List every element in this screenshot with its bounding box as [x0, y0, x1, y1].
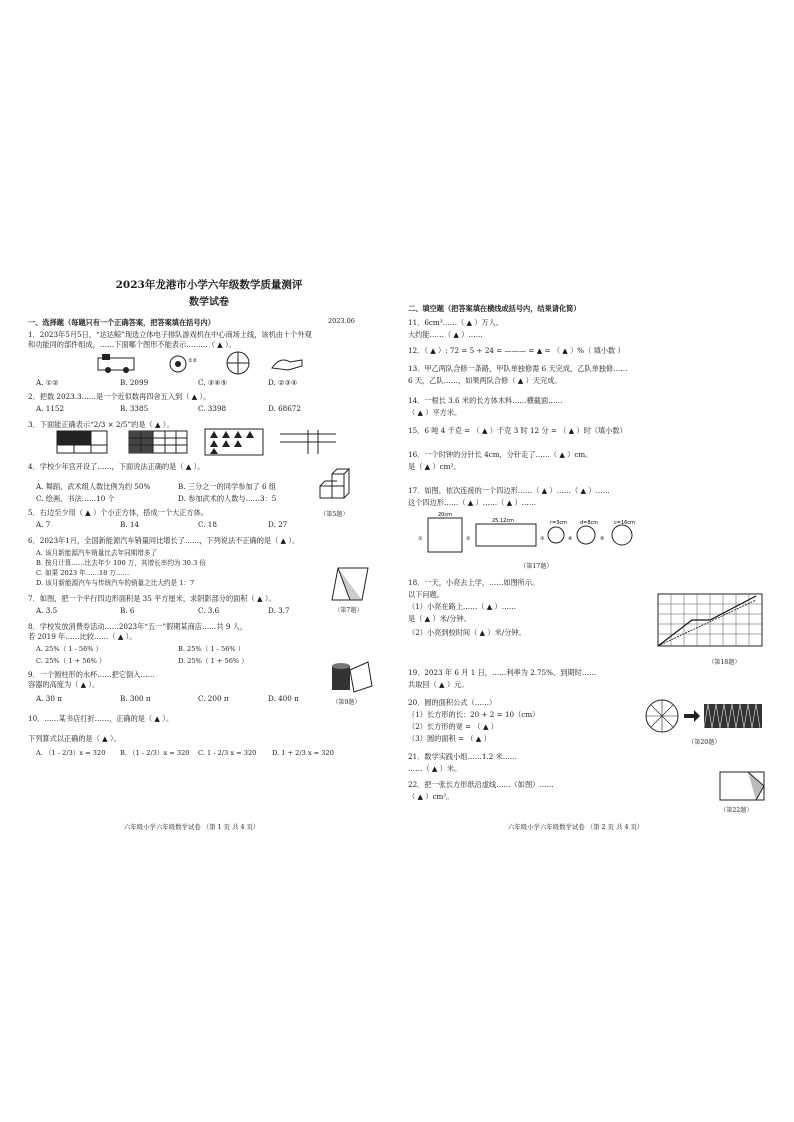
svg-text:③: ③: [540, 536, 545, 542]
svg-text:20cm: 20cm: [438, 512, 452, 518]
question-line: 13．甲乙两队合修一条路，甲队单独修需 6 天完成，乙队单独修……: [408, 364, 628, 373]
question-line: （2）小亮到校时间（ ▲ ）米/分钟。: [408, 628, 526, 637]
page-subtitle: 数学试卷: [189, 297, 229, 308]
option-d: D. 3.7: [268, 606, 290, 615]
question-line: 12．（ ▲ ）: 72 = 5 ÷ 24 = ——— = ▲ = （ ▲ ）%（ 填小数 ）: [408, 346, 625, 355]
svg-text:d=8cm: d=8cm: [580, 520, 599, 526]
exam-sheet: [28, 272, 770, 842]
page-footer: 六年级小学六年级数学试卷 （第 2 页 共 4 页）: [508, 823, 644, 831]
question-line: 和功能同的部件组成，……下面哪个图形不能表示………（ ▲ ）。: [28, 340, 236, 349]
figure-caption: （第20题）: [688, 739, 721, 746]
option-b: B. 三分之一的同学参加了 6 组: [178, 482, 277, 491]
parallelogram-figure: [328, 564, 372, 604]
question-line: 7．如图，把一个平行四边形面积是 35 平方厘米，求阴影部分的面积（ ▲ ）。: [28, 594, 276, 603]
option-b: B. 6: [120, 606, 135, 615]
ring-figure: [168, 352, 212, 374]
question-line: 这个四边形……（ ▲ ）……（ ▲ ）……: [408, 498, 537, 507]
question-line: 3．下面能正确表示“2/3 × 2/5”的是（ ▲ ）。: [28, 420, 174, 429]
machine-figure: [96, 352, 140, 374]
option-b: B. （1 - 2/3）x = 320: [120, 749, 190, 757]
question-line: 19．2023 年 6 月 1 日，……利率为 2.75%，到期时……: [408, 668, 597, 677]
option-b: B. 25%（ 1 - 56% ）: [178, 645, 245, 653]
page-title: 2023年龙港市小学六年级数学质量测评: [115, 279, 303, 291]
svg-text:r=3cm: r=3cm: [550, 520, 568, 526]
question-line: 10．……某书店打折……，正确的是（ ▲ ）。: [28, 714, 174, 723]
circle-rearrange-figure: [642, 696, 766, 736]
page-right: [408, 272, 770, 842]
question-line: 18．一天，小亮去上学，……如图所示。: [408, 578, 540, 587]
option-b: B. 300 π: [120, 694, 151, 703]
cup-figure: [324, 656, 374, 696]
exam-date: 2023.06: [328, 317, 355, 325]
option-a: A. 舞蹈、武术组人数比例为约 50%: [36, 482, 151, 491]
option-c: C. 18: [198, 520, 217, 529]
question-line: 11．6cm³……（ ▲ ）万人。: [408, 318, 504, 327]
option-a: A. 1152: [36, 404, 65, 413]
question-line: 22．把一张长方形纸沿虚线……（如图）……: [408, 780, 554, 789]
question-line: （3）圆的面积 = （ ▲ ）: [408, 734, 491, 743]
option-d: D. 参加武术的人数与……3：5: [178, 494, 277, 503]
question-line: 大约能……（ ▲ ）……: [408, 330, 483, 339]
option-d: D. ②③④: [268, 378, 298, 387]
option-b: B. 2099: [120, 378, 149, 387]
question-line: （ ▲ ）平方米。: [408, 408, 462, 417]
section-heading: 二、填空题（把答案填在横线或括号内，结果请化简）: [408, 304, 581, 313]
option-d: D. 68672: [268, 404, 301, 413]
option-a: A. 7: [36, 520, 51, 529]
question-line: 6 天，乙队……，如果两队合修（ ▲ ）天完成。: [408, 376, 562, 385]
option-d: D. 400 π: [268, 694, 299, 703]
section-heading: 一、选择题（每题只有一个正确答案，把答案填在括号内）: [28, 318, 215, 327]
figure-caption: （第7题）: [334, 607, 363, 614]
question-line: 14．一根长 3.6 米的长方体木料……横截面……: [408, 396, 563, 405]
question-line: 6．2023年1月，全国新能源汽车销量同比增长了……，下列说法不正确的是（ ▲ ）。: [28, 536, 300, 545]
option-c: C. 3398: [198, 404, 227, 413]
option-d: D. 该月新能源汽车与传统汽车的销量之比大约是 1：7: [36, 579, 195, 587]
circle-chart-figure: [223, 350, 253, 376]
question-line: 是（ ▲ ）cm²。: [408, 462, 461, 471]
option-a: A. 该月新能源汽车销量比去年同期增多了: [36, 549, 158, 557]
question-line: 是（ ▲ ）米/分钟。: [408, 614, 471, 623]
page-footer: 六年级小学六年级数学试卷 （第 1 页 共 4 页）: [124, 823, 260, 831]
question-line: 8．学校发放消费券活动……2023年“五一”假期某商店……共 9 人，: [28, 622, 248, 631]
svg-text:①②: ①②: [188, 358, 197, 364]
option-c: C. 绘画、书法……10 个: [36, 494, 115, 503]
fraction-grid-a: [56, 430, 108, 454]
question-line: 2．把数 2023.3……是一个近似数再四舍五入到（ ▲ ）。: [28, 392, 211, 401]
question-line: 17．如图，依次连接的一个四边形……（ ▲ ）……（ ▲ ）……: [408, 486, 610, 495]
option-b: B. 14: [120, 520, 139, 529]
triangle-grid-c: [204, 428, 264, 456]
number-line-d: [278, 428, 338, 456]
option-c: C. 如果 2023 年……18 万……: [36, 569, 130, 577]
option-c: C. 200 π: [198, 694, 229, 703]
figure-caption: （第9题）: [332, 699, 361, 706]
question-line: 容器的高度为（ ▲ ）。: [28, 680, 100, 689]
option-a: A. 25%（ 1 - 56% ）: [36, 645, 103, 653]
question-line: （2）长方形的宽 = （ ▲ ）: [408, 722, 498, 731]
option-d: D. 27: [268, 520, 288, 529]
cubes-figure: [316, 468, 360, 508]
option-c: C. 1 - 2/3 x = 320: [198, 749, 257, 757]
svg-text:①: ①: [418, 536, 423, 542]
svg-text:c=16cm: c=16cm: [614, 520, 635, 526]
fraction-grid-b: [128, 430, 188, 454]
option-d: D. 25%（ 1 + 56% ）: [178, 657, 248, 665]
option-d: D. 1 + 2/3 x = 320: [272, 749, 334, 757]
hand-figure: [268, 352, 308, 374]
option-a: A. （1 - 2/3）x = 320: [36, 749, 106, 757]
distance-time-graph: [652, 590, 768, 656]
figure-caption: （第5题）: [320, 511, 349, 518]
svg-text:④: ④: [568, 536, 573, 542]
folded-paper-figure: [718, 766, 768, 804]
option-b: B. 按月计算……比去年少 100 万，其增长率约为 30.3 倍: [36, 559, 206, 567]
question-line: 1．2023年5月5日，“达达鲸”现选立体电子排队游戏机在中心商场上线，该机由十个外观: [28, 330, 312, 339]
question-line: 20．圆的面积公式（……）: [408, 698, 497, 707]
question-line: 4．学校少年宫开设了……，下面说法正确的是（ ▲ ）。: [28, 462, 205, 471]
question-line: 以下问题。: [408, 590, 444, 599]
question-line: 5．右边至少用（ ▲ ）个小正方体，搭成一个大正方体。: [28, 508, 208, 517]
figure-caption: （第17题）: [520, 563, 553, 570]
option-c: C. 25%（ 1 + 56% ）: [36, 657, 106, 665]
figure-caption: （第18题）: [708, 659, 741, 666]
question-line: 下列算式以正确的是（ ▲ ）。: [28, 734, 121, 743]
question-line: 21．数学实践小组……1.2 米……: [408, 752, 518, 761]
figure-caption: （第22题）: [720, 807, 753, 814]
question-line: 9．一个圆柱形的水杯……把它倒入……: [28, 670, 155, 679]
question-line: 16．一个时钟的分针长 4cm，分针走了……（ ▲ ）cm。: [408, 450, 593, 459]
option-a: A. 30 π: [36, 694, 62, 703]
svg-text:25.12cm: 25.12cm: [492, 518, 514, 524]
svg-text:⑤: ⑤: [600, 536, 605, 542]
question-line: （1）长方形的长：20 + 2 = 10（cm）: [408, 710, 540, 719]
shapes-figure: [418, 512, 668, 558]
option-a: A. ①②: [36, 378, 59, 387]
option-c: C. 3.6: [198, 606, 220, 615]
option-a: A. 3.5: [36, 606, 58, 615]
question-line: 若 2019 年……比较……（ ▲ ）。: [28, 632, 137, 641]
page-left: [28, 272, 390, 842]
option-b: B. 3385: [120, 404, 149, 413]
question-line: （ ▲ ）cm²。: [408, 792, 454, 801]
question-line: 15．6 吨 4 千克 = （ ▲ ）千克 3 时 12 分 = （ ▲ ）时（填小数）: [408, 426, 627, 435]
question-line: 共取回（ ▲ ）元。: [408, 680, 469, 689]
option-c: C. ③④⑤: [198, 378, 228, 387]
question-line: ……（ ▲ ）米。: [408, 764, 462, 773]
question-line: （1）小亮在路上……（ ▲ ）……: [408, 602, 517, 611]
svg-text:②: ②: [466, 536, 471, 542]
